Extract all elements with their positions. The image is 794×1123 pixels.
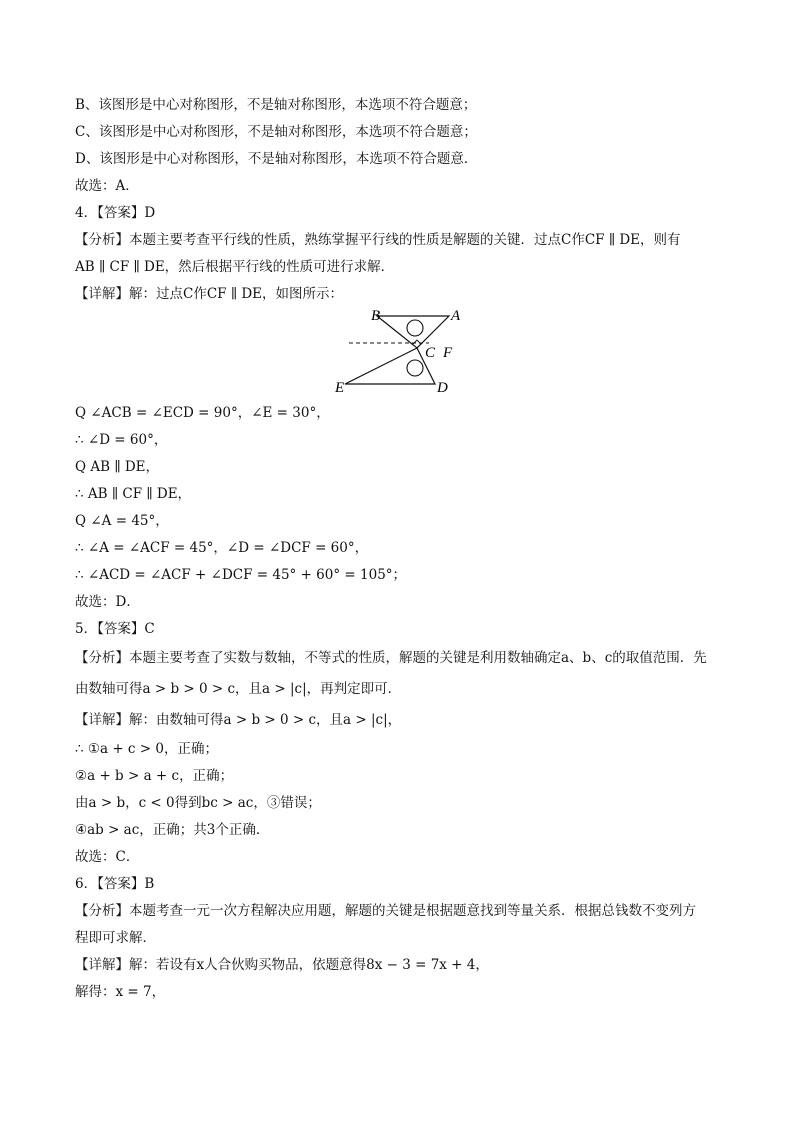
math-line: ∴ ∠A = ∠ACF = 45°，∠D = ∠DCF = 60°， [75, 540, 369, 556]
analysis-line: 【分析】本题考查一元一次方程解决应用题，解题的关键是根据题意找到等量关系．根据总钱数不变列方 [75, 903, 696, 919]
text-line: 故选：A． [75, 178, 139, 194]
circle-lower [407, 360, 423, 376]
answer-heading-4: 4．【答案】D [75, 205, 156, 221]
right-angle-mark [413, 340, 421, 348]
analysis-line: 程即可求解． [75, 930, 156, 946]
triangle-ecd [345, 348, 435, 384]
analysis-line: AB ∥ CF ∥ DE，然后根据平行线的性质可进行求解． [75, 259, 395, 275]
label-a: A [451, 308, 461, 324]
math-line: ∴ AB ∥ CF ∥ DE， [75, 486, 192, 502]
text-line: D、该图形是中心对称图形，不是轴对称图形，本选项不符合题意． [75, 151, 478, 167]
math-line: Q AB ∥ DE， [75, 459, 160, 475]
analysis-line: 【分析】本题主要考查平行线的性质，熟练掌握平行线的性质是解题的关键．过点C作CF ∥ DE，则有 [75, 232, 681, 248]
math-line: Q ∠A = 45°， [75, 513, 169, 529]
answer-heading-5: 5．【答案】C [75, 621, 155, 637]
math-line: ∴ ∠ACD = ∠ACF + ∠DCF = 45° + 60° = 105°； [75, 567, 407, 583]
answer-heading-6: 6．【答案】B [75, 876, 155, 892]
label-f: F [443, 345, 453, 361]
math-line: ④ab > ac，正确；共3个正确． [75, 822, 270, 838]
detail-line: 【详解】解：由数轴可得a > b > 0 > c，且a > |c|， [75, 712, 402, 728]
text-line: C、该图形是中心对称图形，不是轴对称图形，本选项不符合题意； [75, 124, 477, 140]
math-line: 解得：x = 7， [75, 984, 166, 1000]
triangle-diagram [333, 308, 473, 396]
label-c: C [425, 345, 436, 361]
math-line: ∴ ①a + c > 0，正确； [75, 741, 218, 757]
geometry-figure [75, 308, 725, 396]
label-b: B [371, 308, 381, 324]
solution-column [75, 92, 725, 1006]
analysis-line: 【分析】本题主要考查了实数与数轴，不等式的性质，解题的关键是利用数轴确定a、b、c的取值范围．先 [75, 650, 707, 666]
text-line: B、该图形是中心对称图形，不是轴对称图形，本选项不符合题意； [75, 97, 477, 113]
detail-line: 【详解】解：若设有x人合伙购买物品，依题意得8x − 3 = 7x + 4， [75, 957, 489, 973]
text-line: 故选：D． [75, 594, 140, 610]
label-e: E [335, 380, 345, 396]
math-line: ②a + b > a + c，正确； [75, 768, 234, 784]
label-d: D [437, 380, 448, 396]
math-line: Q ∠ACB = ∠ECD = 90°，∠E = 30°， [75, 405, 330, 421]
math-line: ∴ ∠D = 60°， [75, 432, 168, 448]
detail-line: 【详解】解：过点C作CF ∥ DE，如图所示： [75, 286, 344, 302]
circle-upper [407, 320, 423, 336]
text-line: 故选：C． [75, 849, 140, 865]
analysis-line: 由数轴可得a > b > 0 > c，且a > |c|，再判定即可． [75, 681, 402, 697]
math-line: 由a > b，c < 0得到bc > ac，③错误； [75, 795, 321, 811]
